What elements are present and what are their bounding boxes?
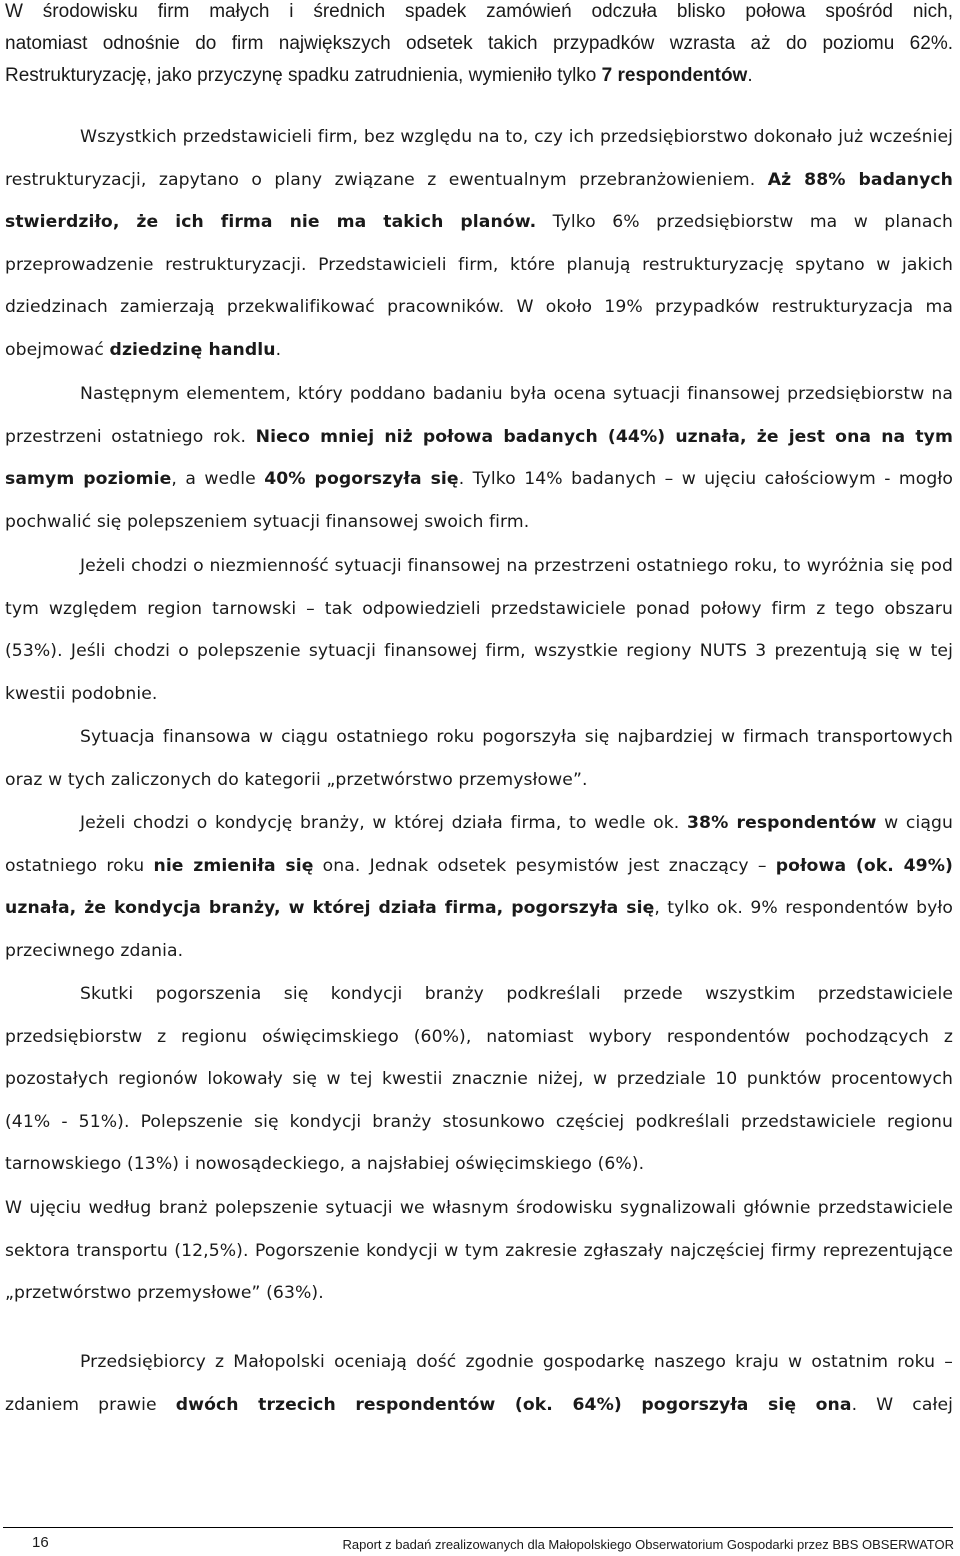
paragraph-7: Skutki pogorszenia się kondycji branży podkreślali przede wszystkim przedstawiciele przedsiębiorstw z regionu oświęcimskiego (60%), natomiast wybory respondentów pochodzących z pozostałych regionów lokowały się w tej kwestii znacznie niżej, w przedziale 10 punktów procentowych (41% - 51%). Polepszenie się kondycji branży stosunkowo częściej podkreślali przedstawiciele regionu tarnowskiego (13%) i nowosądeckiego, a najsłabiej oświęcimskiego (6%). — [5, 984, 953, 1174]
paragraph-3-bold-b: 40% pogorszyła się — [264, 469, 459, 489]
paragraph-6-bold-b: nie zmieniła się — [153, 855, 314, 876]
paragraph-4: Jeżeli chodzi o niezmienność sytuacji finansowej na przestrzeni ostatniego roku, to wyróżnia się pod tym względem region tarnowski – tak odpowiedzieli przedstawiciele ponad połowy firm z tego obszaru (53%). Jeśli chodzi o polepszenie sytuacji finansowej firm, wszystkie regiony NUTS 3 prezentują się w tej kwestii podobnie. — [5, 556, 953, 704]
paragraph-6-text-d: , tylko ok. 9% respondentów było przeciwnego zdania. — [5, 898, 953, 961]
paragraph-6-text-b: w ciągu ostatniego roku — [5, 813, 953, 876]
paragraph-1-bold: 7 respondentów — [601, 65, 748, 86]
paragraph-1-line-2: natomiast odnośnie do firm największych odsetek takich przypadków wzrasta aż do poziomu 62%. — [5, 33, 953, 54]
paragraph-3-text-a: Następnym elementem, który poddano badaniu była ocena sytuacji finansowej przedsiębiorstw na przestrzeni ostatniego rok. — [5, 384, 953, 447]
paragraph-6-text-a: Jeżeli chodzi o kondycję branży, w której działa firma, to wedle ok. — [80, 813, 687, 833]
paragraph-2-end: . — [275, 339, 282, 360]
footer-divider — [3, 1527, 953, 1528]
paragraph-2-bold-b: dziedzinę handlu — [109, 339, 276, 360]
paragraph-1 — [5, 0, 953, 92]
paragraph-2-bold-a: Aż 88% badanych stwierdziło, że ich firma nie ma takich planów. — [5, 169, 953, 232]
paragraph-9-text-b: . W całej — [851, 1394, 953, 1415]
paragraph-8: W ujęciu według branż polepszenie sytuacji we własnym środowisku sygnalizowali głównie przedstawiciele sektora transportu (12,5%). Pogorszenie kondycji w tym zakresie zgłaszały najczęściej firmy reprezentujące „przetwórstwo przemysłowe” (63%). — [5, 1198, 953, 1303]
paragraph-3 — [5, 373, 953, 543]
paragraph-6-bold-a: 38% respondentów — [686, 813, 877, 833]
paragraph-6 — [5, 802, 953, 972]
paragraph-1-end: . — [747, 65, 753, 86]
paragraph-9-bold: dwóch trzecich respondentów (ok. 64%) pogorszyła się ona — [175, 1394, 852, 1415]
page-number: 16 — [32, 1534, 49, 1551]
paragraph-9-text-a: Przedsiębiorcy z Małopolski oceniają dość zgodnie gospodarkę naszego kraju w ostatnim roku – zdaniem prawie — [5, 1352, 953, 1415]
paragraph-3-text-b: , a wedle — [171, 469, 265, 489]
paragraph-6-bold-c: połowa (ok. 49%) uznała, że kondycja branży, w której działa firma, pogorszyła się — [5, 855, 954, 918]
paragraph-3-text-c: . Tylko 14% badanych – w ujęciu całościowym - mogło pochwalić się polepszeniem sytuacji finansowej swoich firm. — [5, 469, 953, 532]
paragraph-5: Sytuacja finansowa w ciągu ostatniego roku pogorszyła się najbardziej w firmach transportowych oraz w tych zaliczonych do kategorii „przetwórstwo przemysłowe”. — [5, 727, 953, 790]
paragraph-2-text-b: Tylko 6% przedsiębiorstw ma w planach przeprowadzenie restrukturyzacji. Przedstawicieli firm, które planują restrukturyzację spytano w jakich dziedzinach zamierzają przekwalifikować pracowników. W około 19% przypadków restrukturyzacja ma obejmować — [5, 212, 953, 360]
paragraph-3-bold-a: Nieco mniej niż połowa badanych (44%) uznała, że jest ona na tym samym poziomie — [5, 426, 953, 489]
paragraph-9 — [5, 1341, 953, 1426]
paragraph-2-text-a: Wszystkich przedstawicieli firm, bez względu na to, czy ich przedsiębiorstwo dokonało już wcześniej restrukturyzacji, zapytano o plany związane z ewentualnym przebranżowieniem. — [5, 127, 953, 190]
paragraph-1-line-3 — [5, 60, 953, 92]
footer-report-title: Raport z badań zrealizowanych dla Małopolskiego Obserwatorium Gospodarki przez BBS OBSERWATOR — [342, 1537, 954, 1552]
paragraph-1-line-1: W środowisku firm małych i średnich spadek zamówień odczuła blisko połowa spośród nich, — [5, 1, 953, 22]
paragraph-6-text-c: ona. Jednak odsetek pesymistów jest znaczący – — [313, 855, 776, 876]
paragraph-2 — [5, 116, 953, 371]
paragraph-1-text: Restrukturyzację, jako przyczynę spadku zatrudnienia, wymieniło tylko — [5, 65, 602, 86]
